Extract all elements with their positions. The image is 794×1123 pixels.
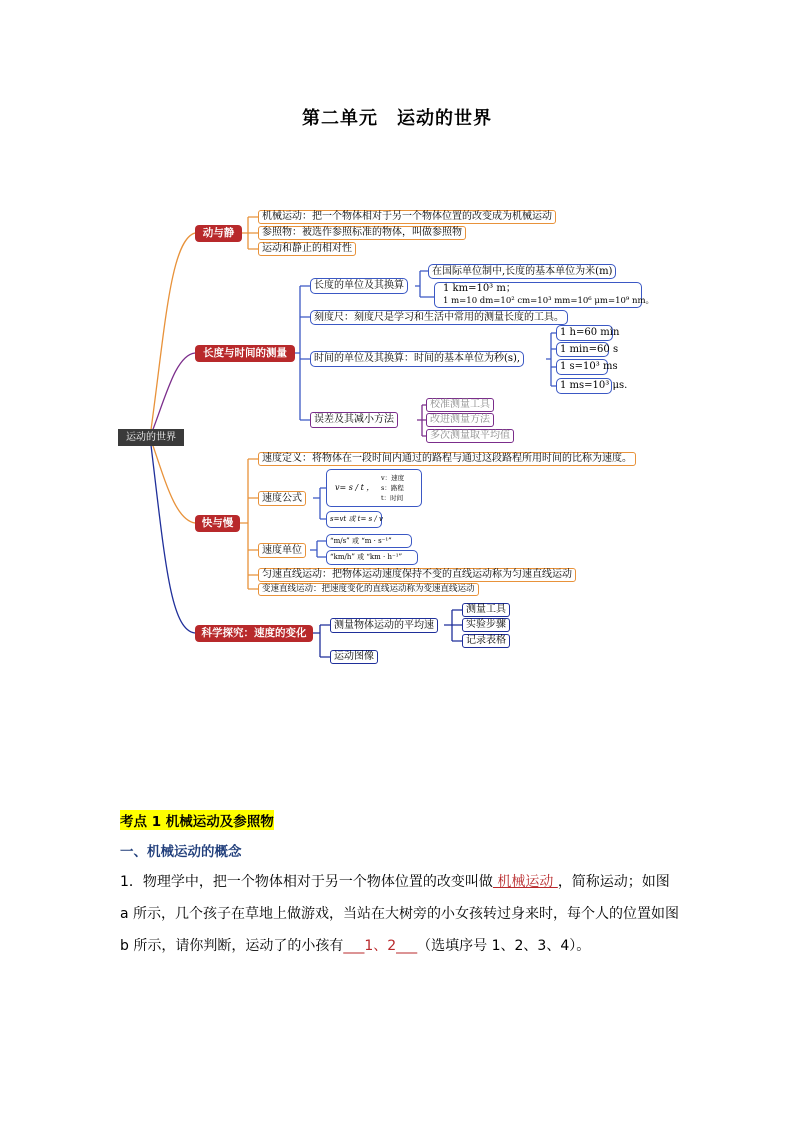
formula-main-text: v= s / t ， (335, 483, 375, 492)
section-heading: 一、机械运动的概念 (120, 844, 242, 860)
node-tools: 测量工具 (462, 603, 510, 617)
q1-text-b: ，简称运动；如图 (557, 874, 670, 890)
formula-legend (381, 473, 404, 503)
node-length-units: 长度的单位及其换算 (310, 278, 408, 294)
node-unit-kmh: “km/h” 或 “km · h⁻¹” (326, 550, 418, 565)
question-1-line1 (120, 866, 680, 898)
node-reference-object: 参照物：被选作参照标准的物体，叫做参照物 (258, 226, 466, 240)
node-variable-motion: 变速直线运动：把速度变化的直线运动称为变速直线运动 (258, 583, 479, 596)
exam-point-heading: 考点 1 机械运动及参照物 (120, 810, 274, 830)
q1-text-a: 1．物理学中，把一个物体相对于另一个物体位置的改变叫做 (120, 874, 493, 890)
node-formula-main (326, 469, 422, 507)
node-length-conversion (434, 282, 655, 308)
node-speed-formula: 速度公式 (258, 491, 306, 506)
node-error-average: 多次测量取平均值 (426, 429, 514, 443)
page-title: 第二单元 运动的世界 (302, 108, 492, 129)
node-average-speed: 测量物体运动的平均速 (330, 618, 438, 633)
node-time-ms: 1 ms=10³ μs. (556, 378, 612, 394)
legend-v: v：速度 (381, 474, 405, 482)
node-error-calibrate: 校准测量工具 (426, 398, 494, 412)
node-time-minute: 1 min=60 s (556, 342, 609, 357)
q1-text-d: （选填序号 1、2、3、4）。 (417, 938, 591, 954)
node-time-hour: 1 h=60 min (556, 325, 613, 341)
q1-answer-1: 机械运动 (492, 874, 558, 890)
question-1-line2: a 所示，几个孩子在草地上做游戏，当站在大树旁的小女孩转过身来时，每个人的位置如图 (120, 906, 680, 922)
mindmap-root: 运动的世界 (118, 429, 184, 446)
node-speed-unit: 速度单位 (258, 543, 306, 558)
node-time-units: 时间的单位及其换算：时间的基本单位为秒(s), (310, 351, 524, 367)
node-time-second: 1 s=10³ ms (556, 359, 608, 375)
node-record-table: 记录表格 (462, 634, 510, 648)
legend-s: s：路程 (381, 484, 404, 492)
category-inquiry: 科学探究：速度的变化 (195, 625, 313, 642)
node-speed-definition: 速度定义：将物体在一段时间内通过的路程与通过这段路程所用时间的比称为速度。 (258, 452, 636, 466)
node-length-base: 在国际单位制中,长度的基本单位为米(m) (428, 264, 616, 279)
length-conversion-line1: 1 km=10³ m； (443, 283, 516, 294)
category-motion-rest: 动与静 (195, 225, 242, 242)
category-measurement: 长度与时间的测量 (195, 345, 295, 362)
length-conversion-line2: 1 m=10 dm=10² cm=10³ mm=10⁶ μm=10⁹ nm。 (443, 296, 655, 306)
node-mechanical-motion: 机械运动：把一个物体相对于另一个物体位置的改变成为机械运动 (258, 210, 556, 224)
node-uniform-motion: 匀速直线运动：把物体运动速度保持不变的直线运动称为匀速直线运动 (258, 568, 576, 582)
node-motion-graph: 运动图像 (330, 650, 378, 664)
legend-t: t：时间 (381, 494, 404, 502)
node-error: 误差及其减小方法 (310, 412, 398, 428)
category-speed: 快与慢 (195, 515, 240, 532)
node-ruler: 刻度尺：刻度尺是学习和生活中常用的测量长度的工具。 (310, 310, 568, 325)
q1-answer-2: ___1、2___ (343, 938, 418, 954)
node-formula-derived: s=vt 或 t= s / v (326, 511, 382, 528)
q1-text-c: b 所示，请你判断，运动了的小孩有 (120, 938, 344, 954)
node-steps: 实验步骤 (462, 618, 510, 632)
node-relativity: 运动和静止的相对性 (258, 242, 356, 256)
node-unit-ms: “m/s” 或 “m · s⁻¹” (326, 534, 412, 548)
question-1-line3 (120, 930, 680, 962)
node-error-improve: 改进测量方法 (426, 413, 494, 427)
